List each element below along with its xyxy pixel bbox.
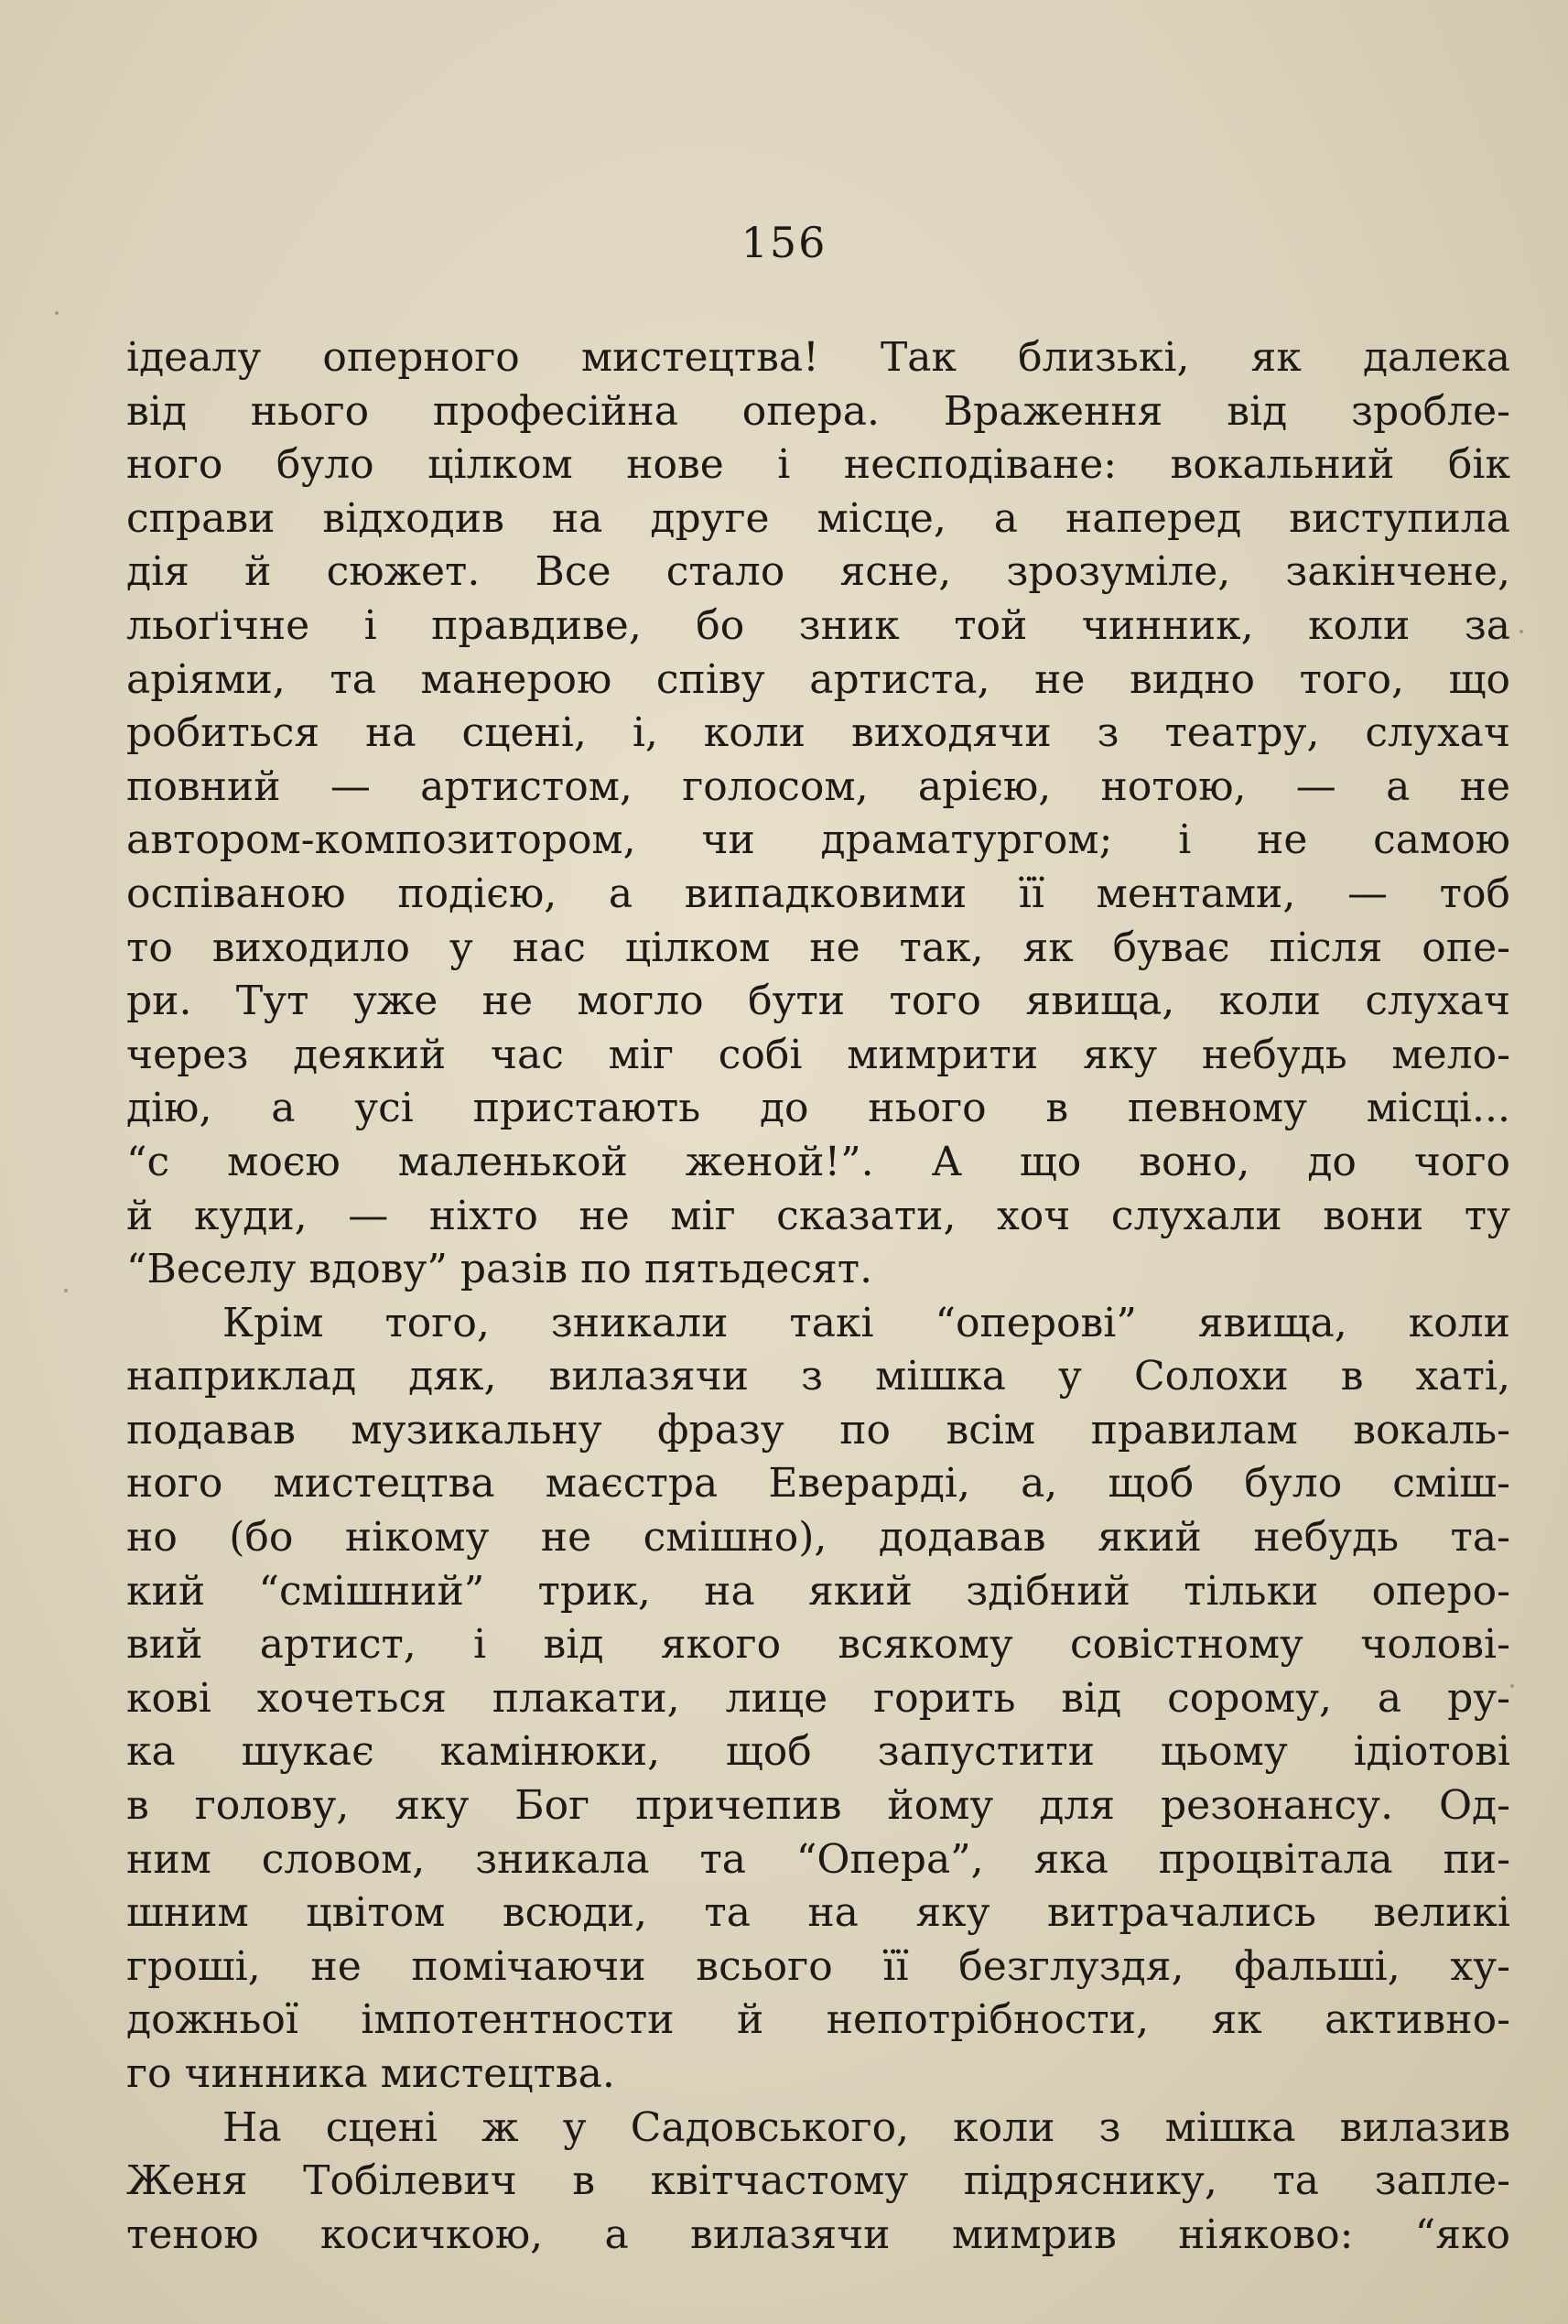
text-line: справи відходив на друге місце, а наперед виступила (126, 494, 1510, 542)
text-line: Крім того, зникали такі “оперові” явища, коли (222, 1299, 1510, 1346)
text-line: Женя Тобілевич в квітчастому підряснику, та запле- (126, 2157, 1510, 2205)
text-line: На сцені ж у Садовського, коли з мішка вилазив (222, 2103, 1510, 2151)
body-text (126, 331, 1510, 2262)
text-line: оспіваною подією, а випадковими її ментами, — тоб (126, 870, 1510, 917)
text-line: кові хочеться плакати, лице горить від сорому, а ру- (126, 1674, 1510, 1722)
text-line: через деякий час міг собі мимрити яку небудь мело- (126, 1031, 1510, 1078)
text-line: гроші, не помічаючи всього її безглуздя, фальші, ху- (126, 1942, 1510, 1990)
text-line: дія й сюжет. Все стало ясне, зрозуміле, закінчене, (126, 548, 1510, 596)
text-line: ідеалу оперного мистецтва! Так близькі, як далека (126, 334, 1510, 381)
text-line: ного мистецтва маєстра Еверарді, а, щоб було сміш- (126, 1460, 1510, 1508)
text-line: ного було цілком нове і несподіване: вокальний бік (126, 441, 1510, 489)
paper-speck (64, 1289, 68, 1292)
text-line: в голову, яку Бог причепив йому для резонансу. Од- (126, 1782, 1510, 1830)
text-line: наприклад дяк, вилазячи з мішка у Солохи в хаті, (126, 1353, 1510, 1400)
text-line: ним словом, зникала та “Опера”, яка процвітала пи- (126, 1835, 1510, 1883)
text-line: ка шукає камінюки, щоб запустити цьому ідіотові (126, 1728, 1510, 1776)
text-line: льоґічне і правдиве, бо зник той чинник, коли за (126, 601, 1510, 649)
paper-speck (1519, 630, 1523, 633)
text-line: аріями, та манерою співу артиста, не видно того, що (126, 655, 1510, 703)
paper-speck (55, 311, 59, 315)
text-line: ри. Тут уже не могло бути того явища, коли слухач (126, 978, 1510, 1025)
text-line: “с моєю маленькой женой!”. А що воно, до чого (126, 1138, 1510, 1185)
paper-speck (1510, 1684, 1514, 1688)
text-line: від нього професійна опера. Враження від зробле- (126, 387, 1510, 435)
text-line: “Веселу вдову” разів по пятьдесят. (126, 1246, 873, 1293)
text-line: но (бо нікому не смішно), додавав який небудь та- (126, 1514, 1510, 1562)
text-line: й куди, — ніхто не міг сказати, хоч слухали вони ту (126, 1192, 1510, 1239)
text-line: дію, а усі пристають до нього в певному місці... (126, 1085, 1510, 1132)
text-line: робиться на сцені, і, коли виходячи з театру, слухач (126, 709, 1510, 757)
text-line: подавав музикальну фразу по всім правилам вокаль- (126, 1406, 1510, 1454)
text-line: кий “смішний” трик, на який здібний тільки оперо- (126, 1567, 1510, 1615)
text-line: го чинника мистецтва. (126, 2050, 615, 2097)
text-line: автором-композитором, чи драматургом; і не самою (126, 816, 1510, 864)
text-line: дожньої імпотентности й непотрібности, як активно- (126, 1996, 1510, 2044)
text-line: вий артист, і від якого всякому совістному чолові- (126, 1621, 1510, 1669)
text-line: повний — артистом, голосом, арією, нотою, — а не (126, 762, 1510, 810)
text-line: теною косичкою, а вилазячи мимрив ніяково: “яко (126, 2211, 1510, 2258)
page-number: 156 (741, 218, 827, 267)
text-line: шним цвітом всюди, та на яку витрачались великі (126, 1889, 1510, 1937)
text-line: то виходило у нас цілком не так, як буває після опе- (126, 924, 1510, 971)
